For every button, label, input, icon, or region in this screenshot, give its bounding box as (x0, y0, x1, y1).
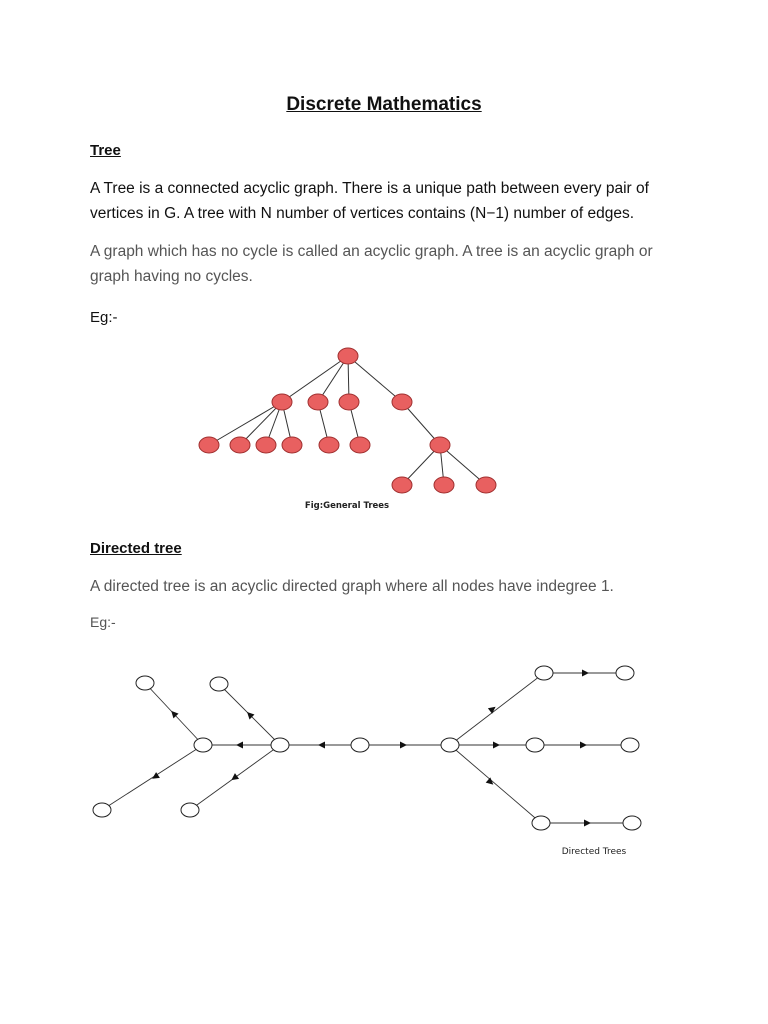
tree-edge (440, 445, 444, 485)
general-tree-nodes (199, 348, 496, 493)
directed-node (621, 738, 639, 752)
tree-node (282, 437, 302, 453)
directed-node (136, 676, 154, 690)
directed-node (616, 666, 634, 680)
directed-edge (102, 745, 203, 810)
directed-node (441, 738, 459, 752)
tree-edge (348, 356, 349, 402)
tree-edge (282, 356, 348, 402)
tree-node (392, 394, 412, 410)
tree-example-label: Eg:- (90, 309, 118, 326)
directed-edge (145, 683, 203, 745)
tree-edge (349, 402, 360, 445)
directed-node (535, 666, 553, 680)
tree-node (339, 394, 359, 410)
directed-edge (450, 745, 541, 823)
arrowhead (229, 773, 239, 783)
general-tree-caption: Fig:General Trees (304, 501, 390, 511)
arrowhead (493, 742, 500, 749)
tree-node (434, 477, 454, 493)
directed-node (194, 738, 212, 752)
tree-node (256, 437, 276, 453)
arrowhead (488, 704, 498, 714)
tree-node (199, 437, 219, 453)
tree-edge (402, 402, 440, 445)
general-tree-edges (209, 356, 486, 485)
tree-edge (440, 445, 486, 485)
directed-node (210, 677, 228, 691)
arrowhead (245, 710, 255, 720)
arrowhead (318, 742, 325, 749)
tree-edge (348, 356, 402, 402)
directed-tree-arrows (150, 670, 591, 827)
tree-paragraph-2: A graph which has no cycle is called an acyclic graph. A tree is an acyclic graph or graph having no cycles. (90, 243, 653, 285)
tree-edge (318, 402, 329, 445)
arrowhead (584, 820, 591, 827)
tree-node (230, 437, 250, 453)
directed-node (532, 816, 550, 830)
arrowhead (236, 742, 243, 749)
tree-node (338, 348, 358, 364)
tree-edge (402, 445, 440, 485)
tree-node (430, 437, 450, 453)
arrowhead (150, 772, 160, 782)
arrowhead (486, 777, 496, 787)
tree-node (350, 437, 370, 453)
directed-tree-nodes (93, 666, 641, 830)
arrowhead (400, 742, 407, 749)
directed-edge (219, 684, 280, 745)
tree-node (308, 394, 328, 410)
directed-edge (190, 745, 280, 810)
arrowhead (580, 742, 587, 749)
directed-edge (450, 673, 544, 745)
directed-tree-caption: Directed Trees (561, 847, 627, 857)
tree-node (272, 394, 292, 410)
directed-tree-paragraph: A directed tree is an acyclic directed graph where all nodes have indegree 1. (90, 578, 614, 595)
tree-edge (282, 402, 292, 445)
directed-node (93, 803, 111, 817)
arrowhead (169, 708, 179, 718)
directed-tree-edges (102, 673, 632, 823)
tree-edge (266, 402, 282, 445)
tree-heading: Tree (90, 142, 121, 159)
directed-node (623, 816, 641, 830)
arrowhead (582, 670, 589, 677)
tree-edge (209, 402, 282, 445)
tree-edge (240, 402, 282, 445)
directed-node (271, 738, 289, 752)
directed-tree-heading: Directed tree (90, 540, 182, 557)
tree-paragraph-1: A Tree is a connected acyclic graph. There is a unique path between every pair of vertices in G. A tree with N number of vertices contains (N−1) number of edges. (90, 180, 649, 222)
tree-node (476, 477, 496, 493)
directed-tree-example-label: Eg:- (90, 614, 116, 630)
tree-node (319, 437, 339, 453)
page-title: Discrete Mathematics (286, 94, 482, 115)
directed-node (351, 738, 369, 752)
tree-edge (318, 356, 348, 402)
directed-node (181, 803, 199, 817)
tree-node (392, 477, 412, 493)
directed-node (526, 738, 544, 752)
